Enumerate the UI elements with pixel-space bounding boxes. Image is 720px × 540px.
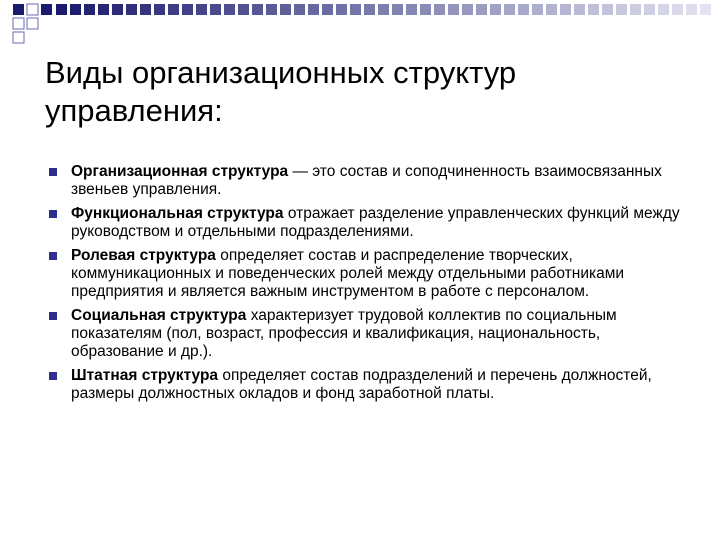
decorative-square — [378, 4, 389, 15]
decorative-square — [140, 4, 151, 15]
decorative-square — [476, 4, 487, 15]
item-text: отражает разделение управленческих функций между руководством и отдельными подразделениями. — [71, 205, 680, 240]
decorative-square — [238, 4, 249, 15]
list-item — [49, 205, 689, 241]
square-bullet-icon — [49, 168, 57, 176]
decorative-square — [196, 4, 207, 15]
decorative-square — [644, 4, 655, 15]
decorative-square — [560, 4, 571, 15]
decorative-square — [70, 4, 81, 15]
decorative-square — [84, 4, 95, 15]
decorative-square — [350, 4, 361, 15]
decorative-square — [434, 4, 445, 15]
square-bullet-icon — [49, 252, 57, 260]
item-term: Функциональная структура — [71, 205, 284, 222]
decorative-square — [112, 4, 123, 15]
decorative-square — [574, 4, 585, 15]
decorative-square — [98, 4, 109, 15]
decorative-square — [182, 4, 193, 15]
square-bullet-icon — [49, 210, 57, 218]
decorative-square — [518, 4, 529, 15]
decorative-square — [532, 4, 543, 15]
decorative-squares — [0, 0, 720, 44]
item-term: Социальная структура — [71, 307, 247, 324]
decorative-square — [546, 4, 557, 15]
decorative-square — [448, 4, 459, 15]
decorative-square — [154, 4, 165, 15]
decorative-square — [602, 4, 613, 15]
decorative-square — [336, 4, 347, 15]
bullet-list — [49, 163, 689, 409]
decorative-square — [322, 4, 333, 15]
decorative-square — [686, 4, 697, 15]
decorative-square — [280, 4, 291, 15]
item-text: характеризует трудовой коллектив по социальным показателям (пол, возраст, профессия и квалификация, национальность, образование и др.). — [71, 307, 617, 360]
item-text: определяет состав и распределение творческих, коммуникационных и поведенческих ролей между отдельными работниками предприятия и является важным инструментом в работе с персоналом. — [71, 247, 625, 300]
decorative-square — [588, 4, 599, 15]
decorative-square — [392, 4, 403, 15]
decorative-square — [224, 4, 235, 15]
decorative-square — [56, 4, 67, 15]
decorative-square — [700, 4, 711, 15]
item-term: Ролевая структура — [71, 247, 216, 264]
square-bullet-icon — [49, 312, 57, 320]
item-term: Организационная структура — [71, 163, 289, 180]
decorative-square — [364, 4, 375, 15]
decorative-square — [504, 4, 515, 15]
decorative-square — [308, 4, 319, 15]
decorative-square — [658, 4, 669, 15]
decorative-square — [252, 4, 263, 15]
decorative-square — [630, 4, 641, 15]
list-item — [49, 163, 689, 199]
decorative-square — [462, 4, 473, 15]
decorative-square — [294, 4, 305, 15]
decorative-square — [672, 4, 683, 15]
slide-title: Виды организационных структур управления: — [45, 55, 517, 128]
decorative-square — [210, 4, 221, 15]
decorative-square — [406, 4, 417, 15]
item-term: Штатная структура — [71, 367, 219, 384]
decorative-square — [168, 4, 179, 15]
decorative-square — [266, 4, 277, 15]
decorative-square — [420, 4, 431, 15]
decorative-square — [126, 4, 137, 15]
list-item — [49, 307, 689, 361]
decorative-square — [616, 4, 627, 15]
item-text: определяет состав подразделений и перечень должностей, размеры должностных окладов и фонд заработной платы. — [71, 367, 652, 402]
item-text: — это состав и соподчиненность взаимосвязанных звеньев управления. — [71, 163, 662, 198]
decorative-square — [490, 4, 501, 15]
list-item — [49, 367, 689, 403]
square-bullet-icon — [49, 372, 57, 380]
list-item — [49, 247, 689, 301]
